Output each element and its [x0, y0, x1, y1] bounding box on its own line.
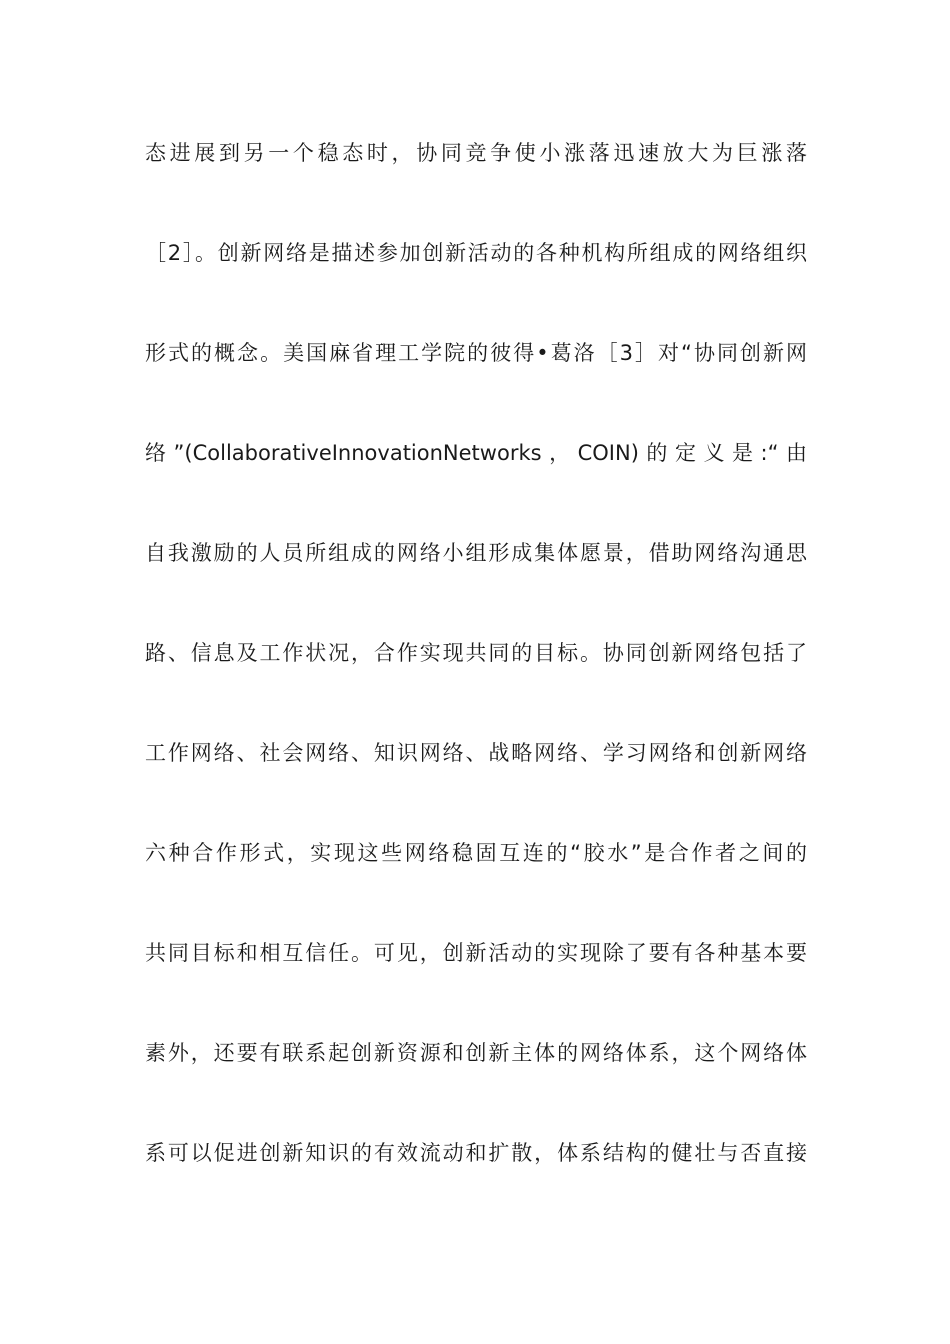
text-line-5: 自我激励的人员所组成的网络小组形成集体愿景，借助网络沟通思 [145, 541, 807, 565]
text-line-8: 六种合作形式，实现这些网络稳固互连的“胶水”是合作者之间的 [145, 841, 807, 865]
text-line-10: 素外，还要有联系起创新资源和创新主体的网络体系，这个网络体 [145, 1041, 807, 1065]
body-text [145, 128, 807, 1228]
text-line-1: 态进展到另一个稳态时，协同竞争使小涨落迅速放大为巨涨落 [145, 141, 807, 165]
text-line-7: 工作网络、社会网络、知识网络、战略网络、学习网络和创新网络 [145, 741, 807, 765]
text-line-2: ［2］。创新网络是描述参加创新活动的各种机构所组成的网络组织 [145, 241, 807, 265]
text-line-4: 络”(CollaborativeInnovationNetworks，COIN)的定义是:“由 [145, 441, 807, 465]
text-line-3: 形式的概念。美国麻省理工学院的彼得•葛洛［3］对“协同创新网 [145, 341, 807, 365]
text-line-9: 共同目标和相互信任。可见，创新活动的实现除了要有各种基本要 [145, 941, 807, 965]
text-line-6: 路、信息及工作状况，合作实现共同的目标。协同创新网络包括了 [145, 641, 807, 665]
text-line-11: 系可以促进创新知识的有效流动和扩散，体系结构的健壮与否直接 [145, 1141, 807, 1165]
